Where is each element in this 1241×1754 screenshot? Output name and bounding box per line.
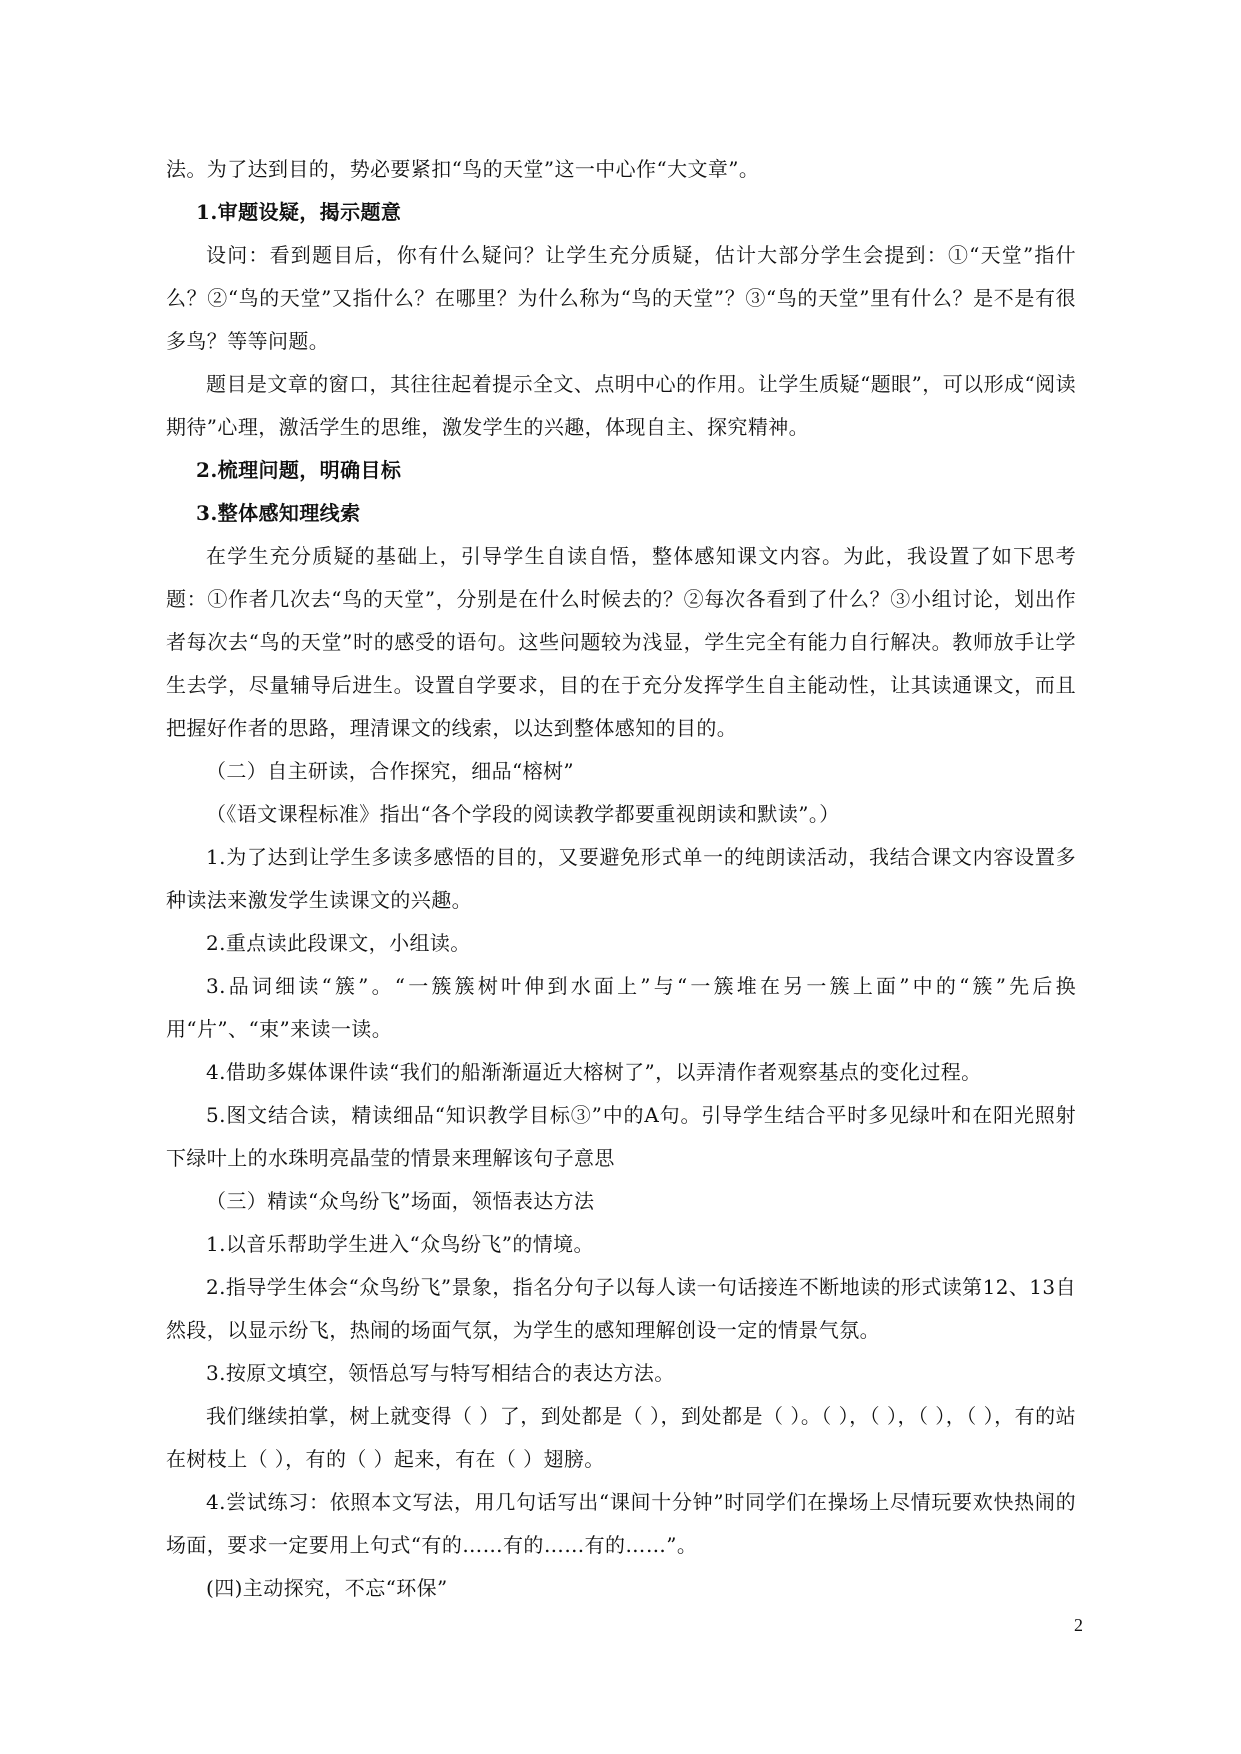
- page-number: 2: [1074, 1615, 1083, 1635]
- paragraph-intro-tail: 法。为了达到目的，势必要紧扣“鸟的天堂”这一中心作“大文章”。: [166, 157, 760, 181]
- paragraph-curriculum-note: （《语文课程标准》指出“各个学段的阅读教学都要重视朗读和默读”。）: [206, 802, 840, 826]
- list-item-birds-1: 1.以音乐帮助学生进入“众鸟纷飞”的情境。: [206, 1232, 594, 1256]
- section-heading-two: （二）自主研读，合作探究，细品“榕树”: [206, 759, 575, 783]
- list-item-read-5: 5.图文结合读，精读细品“知识教学目标③”中的A句。引导学生结合平时多见绿叶和在阳光照射下绿叶上的水珠明亮晶莹的情景来理解该句子意思: [166, 1103, 1076, 1170]
- paragraph-overall-perception: 在学生充分质疑的基础上，引导学生自读自悟，整体感知课文内容。为此，我设置了如下思考题：①作者几次去“鸟的天堂”，分别是在什么时候去的？②每次各看到了什么？③小组讨论，划出作者每次去“鸟的天堂”时的感受的语句。这些问题较为浅显，学生完全有能力自行解决。教师放手让学生去学，尽量辅导后进生。设置自学要求，目的在于充分发挥学生自主能动性，让其读通课文，而且把握好作者的思路，理清课文的线索，以达到整体感知的目的。: [166, 544, 1076, 740]
- list-item-read-2: 2.重点读此段课文，小组读。: [206, 931, 471, 955]
- list-item-birds-4: 4.尝试练习：依照本文写法，用几句话写出“课间十分钟”时同学们在操场上尽情玩要欢快热闹的场面，要求一定要用上句式“有的……有的……有的……”。: [166, 1490, 1076, 1557]
- paragraph-question-prompt: 设问：看到题目后，你有什么疑问？让学生充分质疑，估计大部分学生会提到：①“天堂”指什么？②“鸟的天堂”又指什么？在哪里？为什么称为“鸟的天堂”？③“鸟的天堂”里有什么？是不是有很多鸟？等等问题。: [166, 243, 1076, 353]
- list-item-read-3: 3.品词细读“簇”。“一簇簇树叶伸到水面上”与“一簇堆在另一簇上面”中的“簇”先后换用“片”、“束”来读一读。: [166, 974, 1076, 1041]
- list-item-read-4: 4.借助多媒体课件读“我们的船渐渐逼近大榕树了”，以弄清作者观察基点的变化过程。: [206, 1060, 982, 1084]
- section-heading-three: （三）精读“众鸟纷飞”场面，领悟表达方法: [206, 1189, 595, 1213]
- list-item-birds-2: 2.指导学生体会“众鸟纷飞”景象，指名分句子以每人读一句话接连不断地读的形式读第12、13自然段，以显示纷飞，热闹的场面气氛，为学生的感知理解创设一定的情景气氛。: [166, 1275, 1076, 1342]
- paragraph-title-window: 题目是文章的窗口，其往往起着提示全文、点明中心的作用。让学生质疑“题眼”，可以形成“阅读期待”心理，激活学生的思维，激发学生的兴趣，体现自主、探究精神。: [166, 372, 1076, 439]
- list-item-read-1: 1.为了达到让学生多读多感悟的目的，又要避免形式单一的纯朗读活动，我结合课文内容设置多种读法来激发学生读课文的兴趣。: [166, 845, 1076, 912]
- heading-step-3: 3.整体感知理线索: [196, 501, 361, 525]
- heading-step-2: 2.梳理问题，明确目标: [196, 458, 402, 482]
- page-body: [166, 148, 1076, 1610]
- heading-step-1: 1.审题设疑，揭示题意: [196, 200, 402, 224]
- list-item-birds-3: 3.按原文填空，领悟总写与特写相结合的表达方法。: [206, 1361, 675, 1385]
- section-heading-four: (四)主动探究，不忘“环保”: [206, 1576, 448, 1600]
- paragraph-fill-blank: 我们继续拍掌，树上就变得（ ）了，到处都是（ ），到处都是（ ）。（ ），（ ），（ ），（ ），有的站在树枝上（ ），有的（ ）起来，有在（ ）翅膀。: [166, 1404, 1076, 1471]
